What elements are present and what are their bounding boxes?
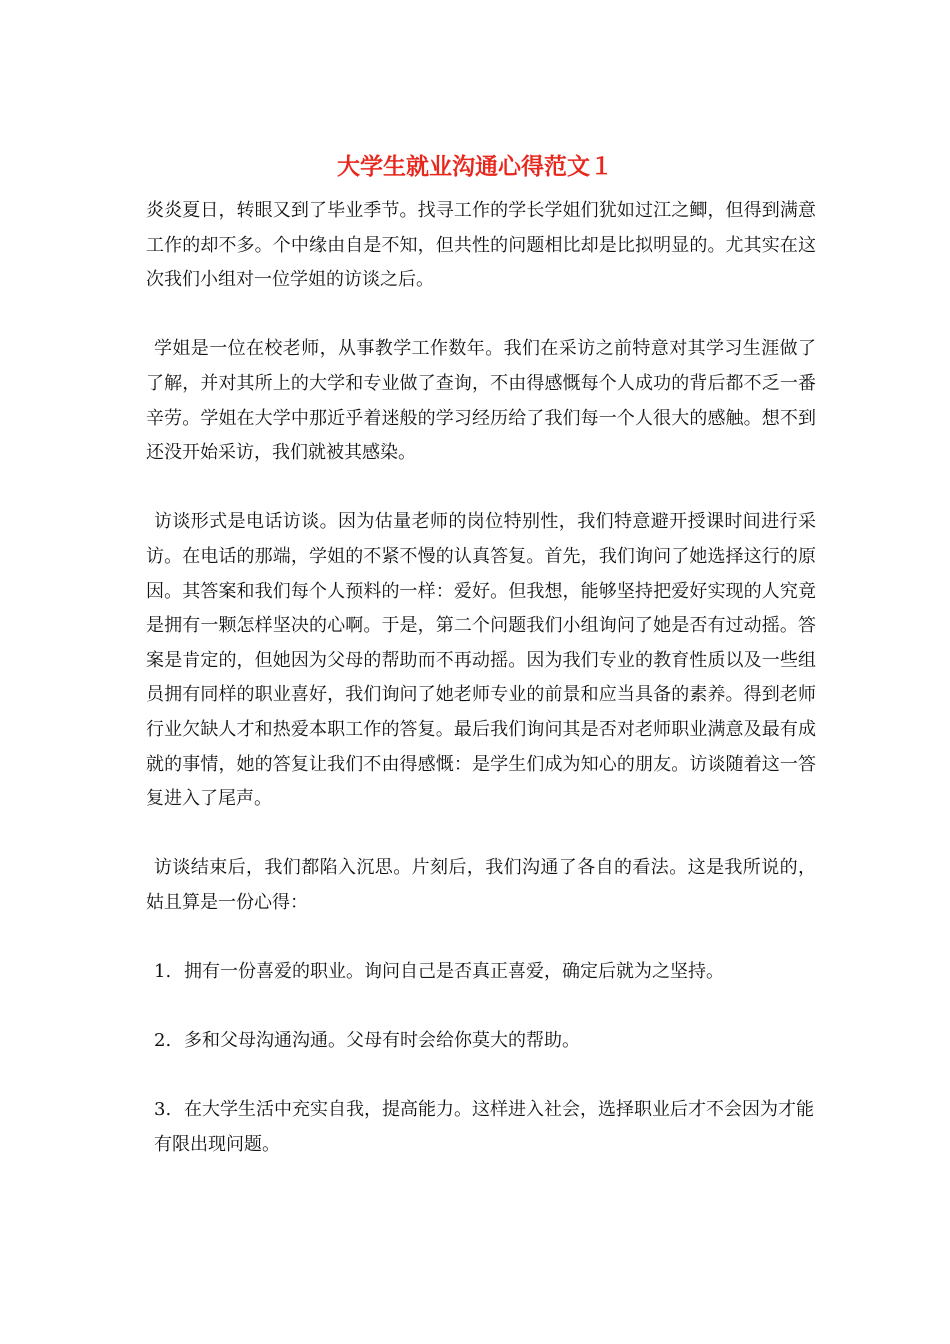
paragraph-senior-intro: 学姐是一位在校老师，从事教学工作数年。我们在采访之前特意对其学习生涯做了了解，并对其所上的大学和专业做了查询，不由得感慨每个人成功的背后都不乏一番辛劳。学姐在大学中那近乎着迷般的学习经历给了我们每一个人很大的感触。想不到还没开始采访，我们就被其感染。 <box>146 338 816 464</box>
list-item <box>146 955 816 990</box>
paragraph-interview: 访谈形式是电话访谈。因为估量老师的岗位特别性，我们特意避开授课时间进行采访。在电话的那端，学姐的不紧不慢的认真答复。首先，我们询问了她选择这行的原因。其答案和我们每个人预料的一样：爱好。但我想，能够坚持把爱好实现的人究竟是拥有一颗怎样坚决的心啊。于是，第二个问题我们小组询问了她是否有过动摇。答案是肯定的，但她因为父母的帮助而不再动摇。因为我们专业的教育性质以及一些组员拥有同样的职业喜好，我们询问了她老师专业的前景和应当具备的素养。得到老师行业欠缺人才和热爱本职工作的答复。最后我们询问其是否对老师职业满意及最有成就的事情，她的答复让我们不由得感慨：是学生们成为知心的朋友。访谈随着这一答复进入了尾声。 <box>146 511 816 810</box>
list-item-number: 3. <box>154 1099 172 1121</box>
list-item-number: 1. <box>154 961 172 983</box>
document-body <box>146 194 816 1163</box>
list-item-text: 拥有一份喜爱的职业。询问自己是否真正喜爱，确定后就为之坚持。 <box>184 961 724 983</box>
list-item-text: 在大学生活中充实自我，提高能力。这样进入社会，选择职业后才不会因为才能有限出现问题。 <box>154 1099 814 1156</box>
list-item-number: 2. <box>154 1030 172 1052</box>
paragraph-intro: 炎炎夏日，转眼又到了毕业季节。找寻工作的学长学姐们犹如过江之鲫，但得到满意工作的却不多。个中缘由自是不知，但共性的问题相比却是比拟明显的。尤其实在这次我们小组对一位学姐的访谈之后。 <box>146 200 816 291</box>
list-item <box>146 1024 816 1059</box>
list-item-text: 多和父母沟通沟通。父母有时会给你莫大的帮助。 <box>184 1030 580 1052</box>
document-title: 大学生就业沟通心得范文１ <box>337 153 613 180</box>
paragraph-reflection: 访谈结束后，我们都陷入沉思。片刻后，我们沟通了各自的看法。这是我所说的，姑且算是一份心得： <box>146 857 816 913</box>
list-item <box>146 1093 816 1162</box>
